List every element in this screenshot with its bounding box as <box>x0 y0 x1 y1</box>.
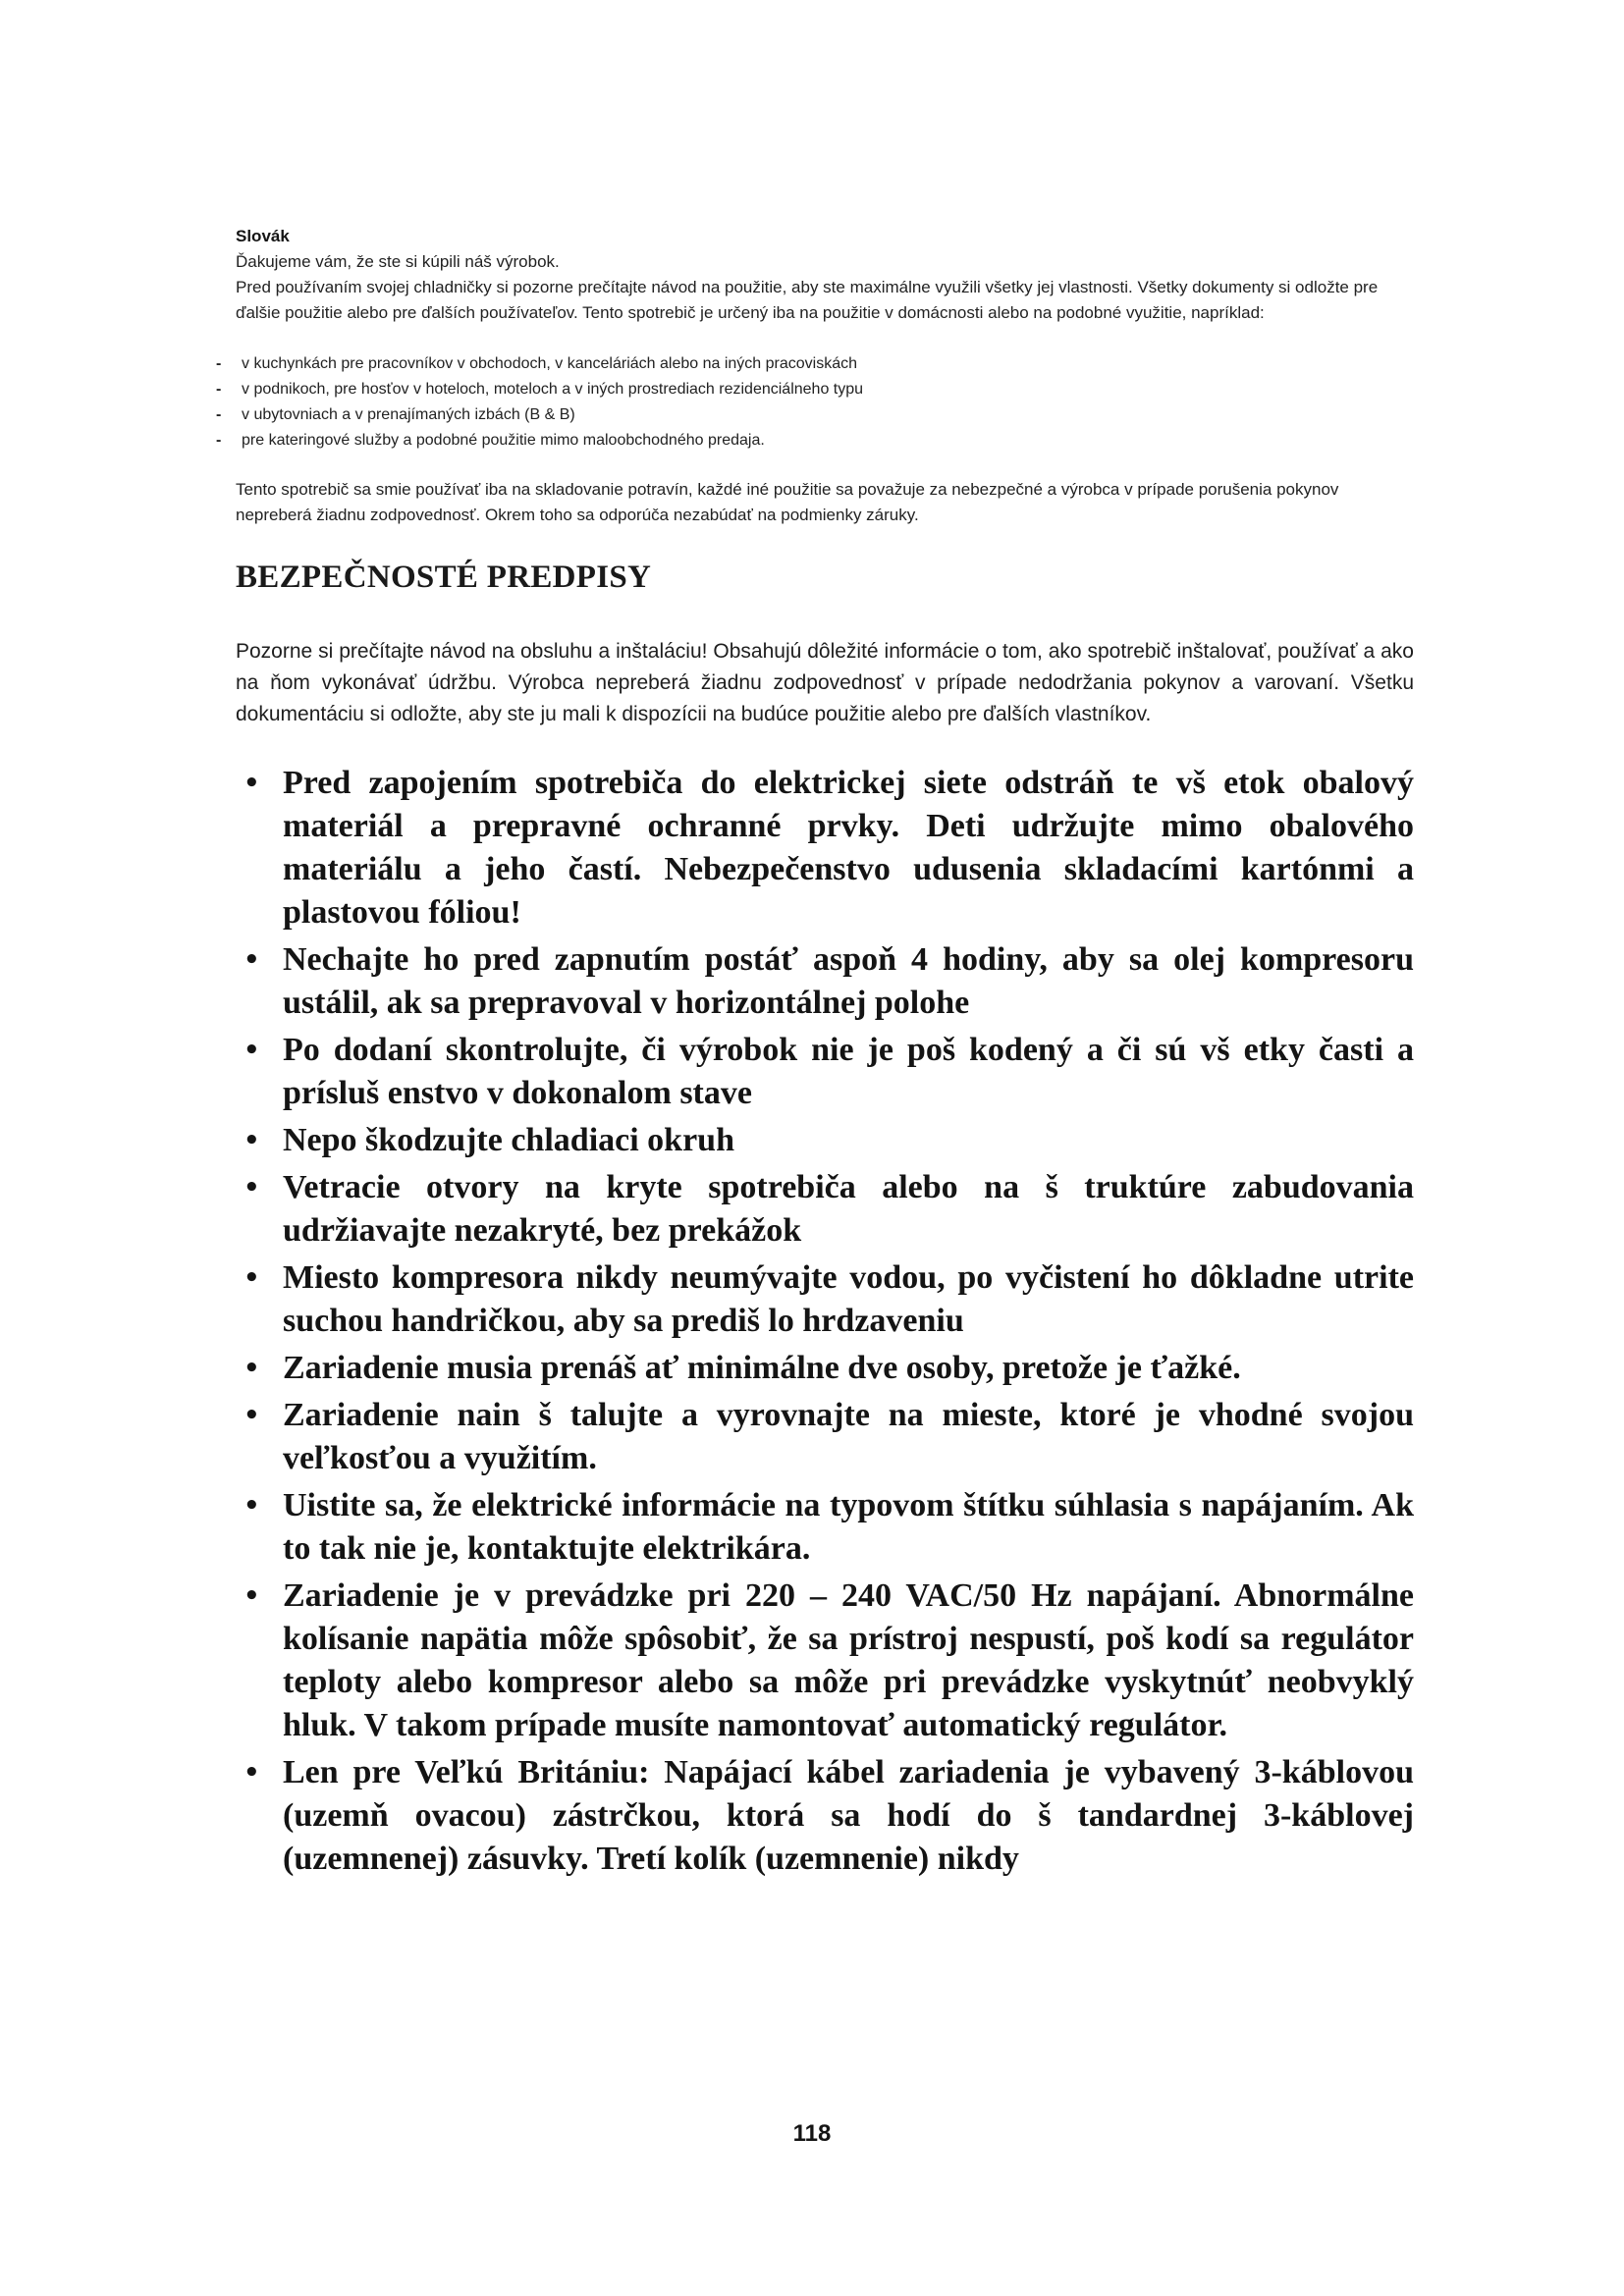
safety-rules-list <box>236 762 1414 1881</box>
list-item: • Nechajte ho pred zapnutím postáť aspoň 4 hodiny, aby sa olej kompresoru ustálil, ak sa prepravoval v horizontálnej polohe <box>236 938 1414 1025</box>
list-item: • Zariadenie nain š talujte a vyrovnajte na mieste, ktoré je vhodné svojou veľkosťou a využitím. <box>236 1394 1414 1480</box>
section-title: BEZPEČNOSTÉ PREDPISY <box>236 560 652 595</box>
list-item: • Uistite sa, že elektrické informácie na typovom štítku súhlasia s napájaním. Ak to tak nie je, kontaktujte elektrikára. <box>236 1484 1414 1571</box>
instructions-text: Pred používaním svojej chladničky si pozorne prečítajte návod na použitie, aby ste maximálne využili všetky jej vlastnosti. Všetky dokumenty si odložte pre ďalšie použitie alebo pre ďalších používateľov. Tento spotrebič je určený iba na použitie v domácnosti alebo na podobné využitie, napríklad: <box>236 278 1379 322</box>
list-item: - v kuchynkách pre pracovníkov v obchodoch, v kanceláriách alebo na iných pracoviskách <box>216 355 858 372</box>
list-item: • Len pre Veľkú Britániu: Napájací kábel zariadenia je vybavený 3-káblovou (uzemň ovacou) zástrčkou, ktorá sa hodí do š tandardnej 3-káblovej (uzemnenej) zásuvky. Tretí kolík (uzemnenie) nikdy <box>236 1751 1414 1881</box>
uses-list <box>216 351 1414 454</box>
list-item: • Vetracie otvory na kryte spotrebiča alebo na š truktúre zabudovania udržiavajte nezakryté, bez prekážok <box>236 1166 1414 1253</box>
bullet-icon: • <box>244 1758 260 1788</box>
warning-paragraph: Pozorne si prečítajte návod na obsluhu a inštaláciu! Obsahujú dôležité informácie o tom, ako spotrebič inštalovať, používať a ako na ňom vykonávať údržbu. Výrobca nepreberá žiadnu zodpovednosť v prípade nedodržania pokynov a varovaní. Všetku dokumentáciu si odložte, aby ste ju mali k dispozícii na budúce použitie alebo pre ďalších vlastníkov. <box>236 640 1414 725</box>
bullet-icon: • <box>244 945 260 975</box>
thanks-text: Ďakujeme vám, že ste si kúpili náš výrobok. <box>236 252 560 271</box>
page-number: 118 <box>792 2120 832 2147</box>
list-item: • Nepo škodzujte chladiaci okruh <box>236 1119 1414 1162</box>
page-content <box>216 224 1414 1885</box>
storage-note: Tento spotrebič sa smie používať iba na skladovanie potravín, každé iné použitie sa považuje za nebezpečné a výrobca v prípade porušenia pokynov nepreberá žiadnu zodpovednosť. Okrem toho sa odporúča nezabúdať na podmienky záruky. <box>236 480 1339 524</box>
list-item: • Zariadenie musia prenáš ať minimálne dve osoby, pretože je ťažké. <box>236 1347 1414 1390</box>
bullet-icon: • <box>244 1581 260 1611</box>
list-item: • Zariadenie je v prevádzke pri 220 – 240 VAC/50 Hz napájaní. Abnormálne kolísanie napätia môže spôsobiť, že sa prístroj nespustí, poš kodí sa regulátor teploty alebo kompresor alebo sa môže pri prevádzke vyskytnúť neobvyklý hluk. V takom prípade musíte namontovať automatický regulátor. <box>236 1575 1414 1747</box>
bullet-icon: • <box>244 1173 260 1202</box>
list-item: - v podnikoch, pre hosťov v hoteloch, moteloch a v iných prostrediach rezidenciálneho typu <box>216 381 864 398</box>
bullet-icon: • <box>244 1036 260 1065</box>
bullet-icon: • <box>244 1126 260 1155</box>
bullet-icon: • <box>244 1491 260 1521</box>
bullet-icon: • <box>244 1263 260 1293</box>
list-item: - v ubytovniach a v prenajímaných izbách (B & B) <box>216 406 575 423</box>
bullet-icon: • <box>244 1354 260 1383</box>
bullet-icon: • <box>244 1401 260 1430</box>
list-item: • Po dodaní skontrolujte, či výrobok nie je poš kodený a či sú vš etky časti a prísluš enstvo v dokonalom stave <box>236 1029 1414 1115</box>
list-item: - pre kateringové služby a podobné použitie mimo maloobchodného predaja. <box>216 432 765 449</box>
list-item: • Miesto kompresora nikdy neumývajte vodou, po vyčistení ho dôkladne utrite suchou handričkou, aby sa prediš lo hrdzaveniu <box>236 1256 1414 1343</box>
language-label: Slovák <box>236 227 290 245</box>
bullet-icon: • <box>244 769 260 798</box>
list-item: • Pred zapojením spotrebiča do elektrickej siete odstráň te vš etok obalový materiál a prepravné ochranné prvky. Deti udržujte mimo obalového materiálu a jeho častí. Nebezpečenstvo udusenia skladacími kartónmi a plastovou fóliou! <box>236 762 1414 934</box>
